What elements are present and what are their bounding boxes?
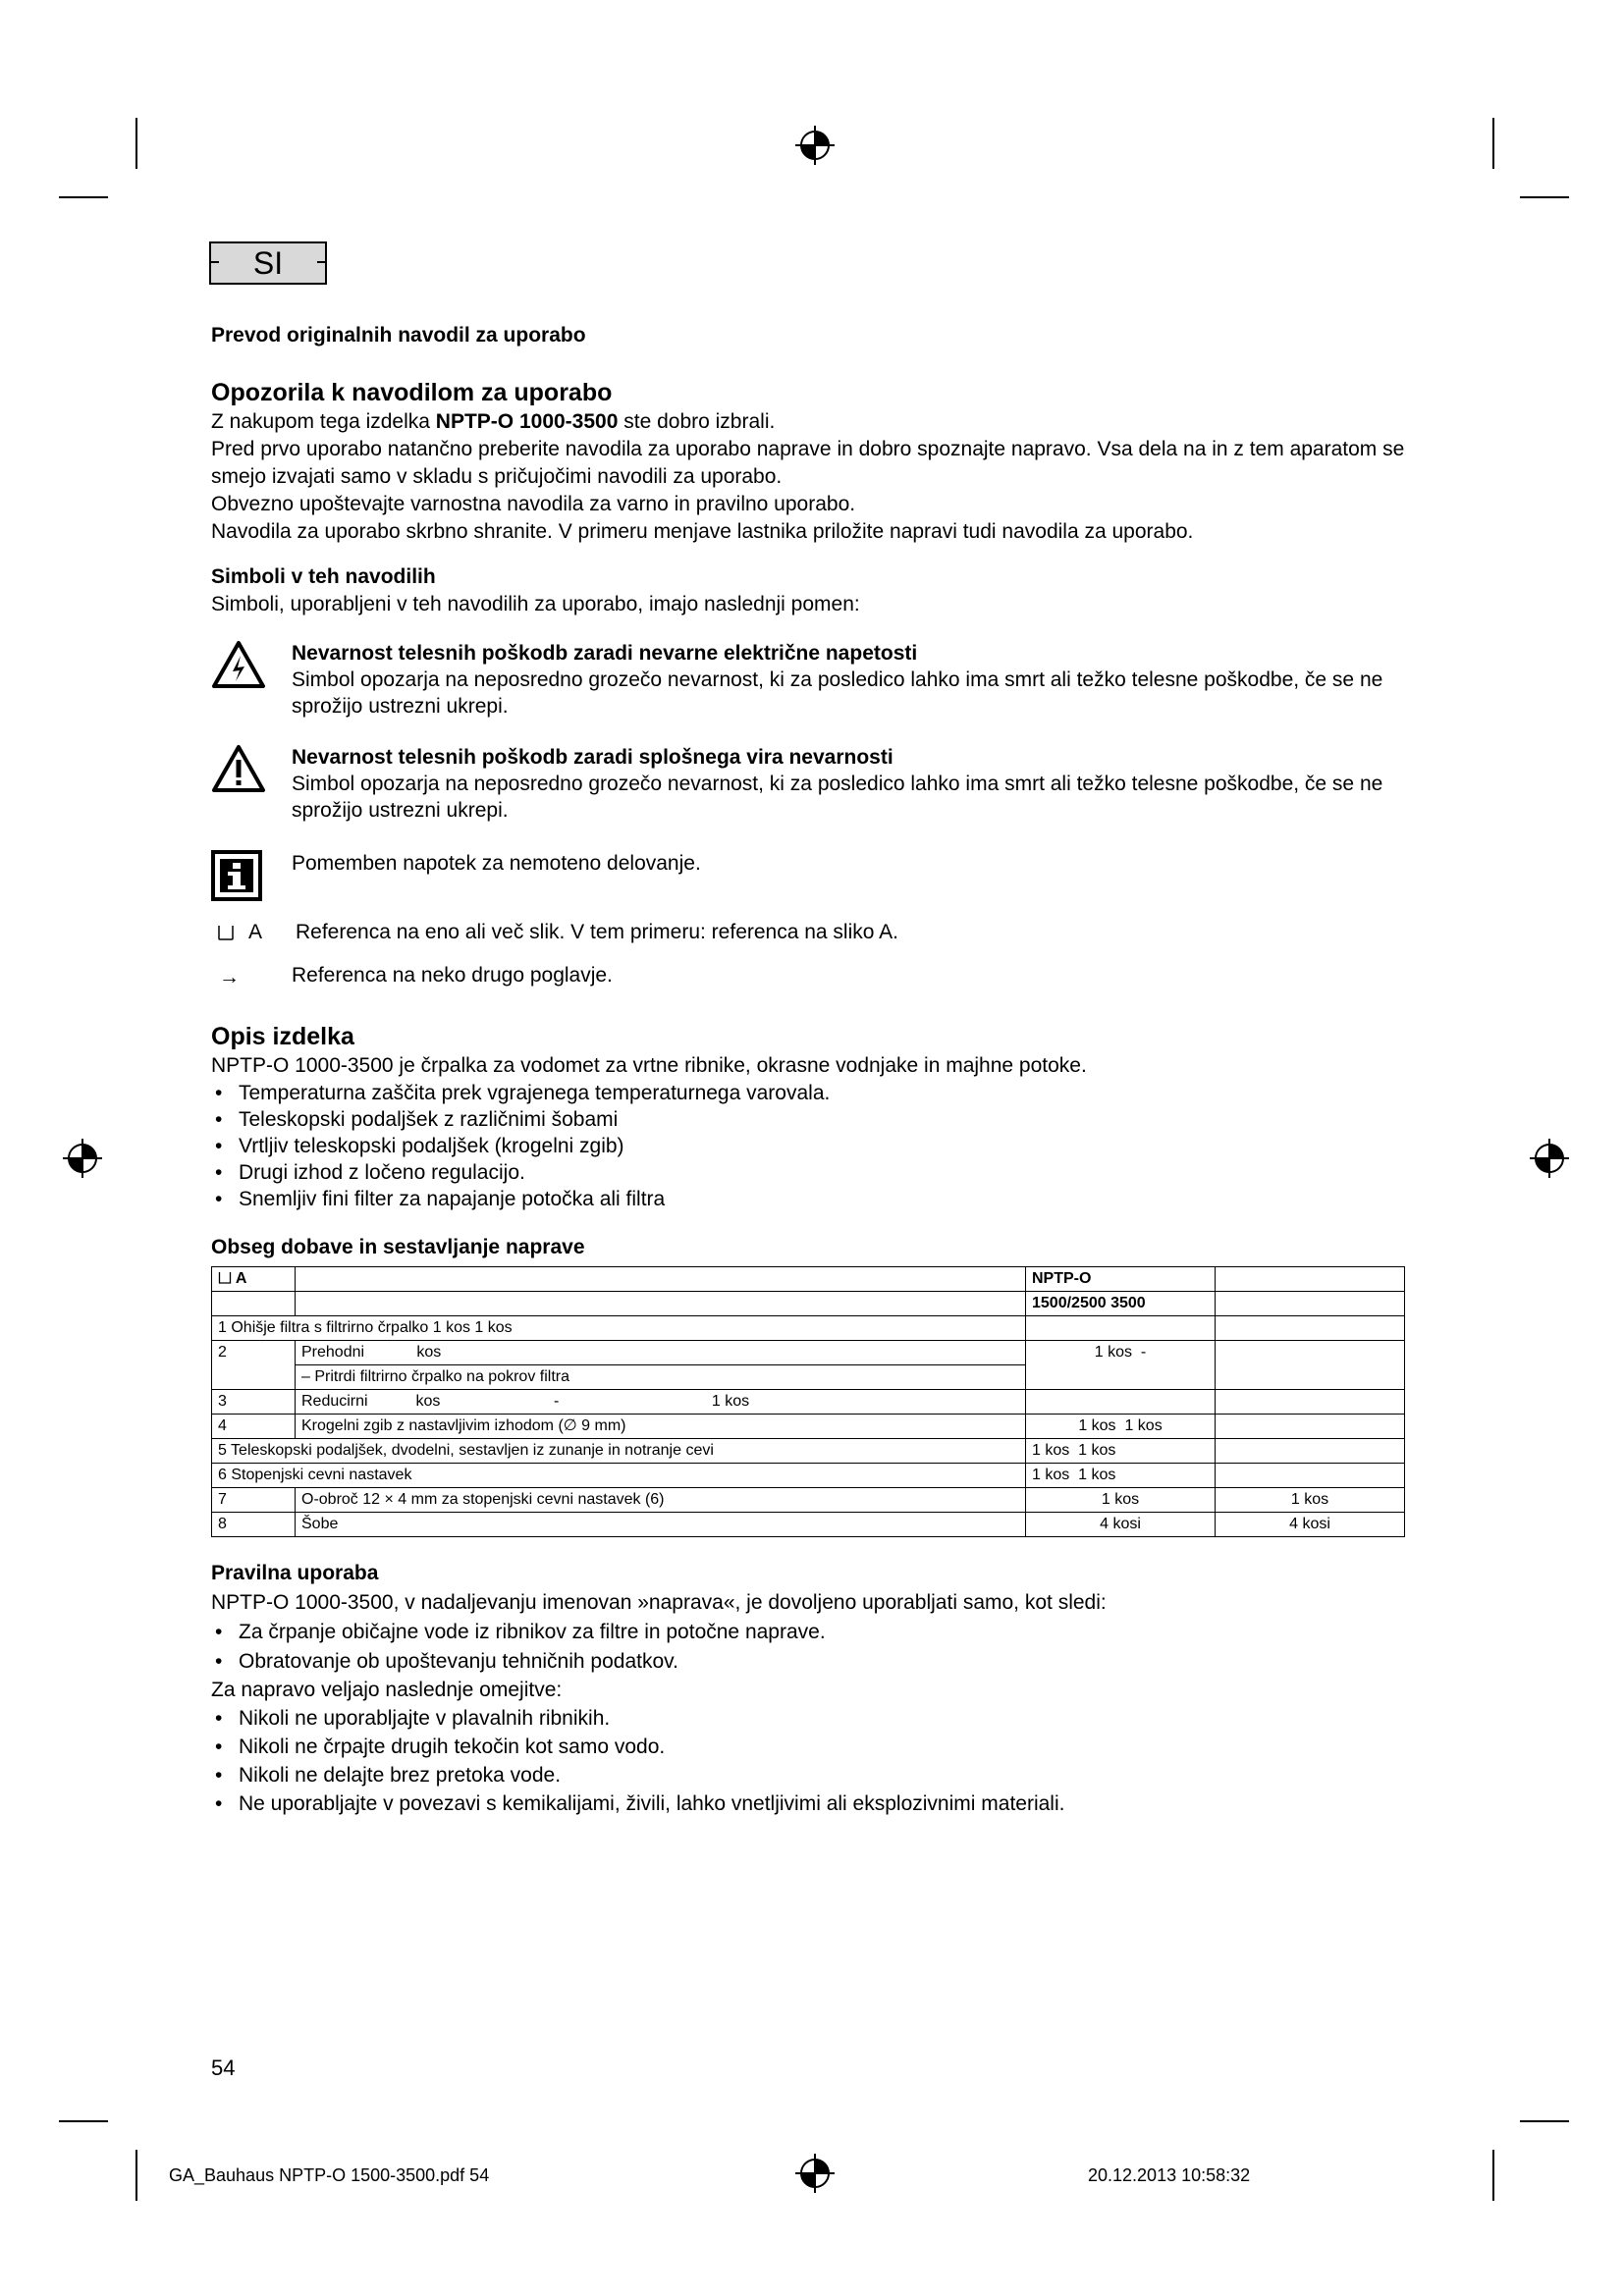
registration-mark-icon: [795, 126, 835, 165]
table-row: [212, 1341, 1405, 1365]
symbol-text: Referenca na eno ali več slik. V tem primeru: referenca na sliko A.: [296, 921, 898, 943]
symbol-text: Pomemben napotek za nemoteno delovanje.: [292, 852, 701, 875]
symbol-description: Simbol opozarja na neposredno grozečo nevarnost, ki za posledico lahko ima smrt ali težko telesne poškodbe, če se ne sprožijo ustrezni ukrepi.: [292, 668, 1383, 718]
list-item: • Obratovanje ob upoštevanju tehničnih podatkov.: [211, 1647, 1409, 1677]
table-cell: 3: [212, 1390, 296, 1415]
table-cell: 7: [212, 1488, 296, 1513]
table-cell: 1 Ohišje filtra s filtrirno črpalko 1 kos 1 kos: [212, 1316, 1026, 1341]
table-header-row: [212, 1292, 1405, 1316]
table-cell: Reducirni kos - 1 kos: [296, 1390, 1026, 1415]
list-item: • Teleskopski podaljšek z različnimi šobami: [211, 1106, 1409, 1133]
list-item: • Vrtljiv teleskopski podaljšek (krogelni zgib): [211, 1133, 1409, 1159]
list-item: • Snemljiv fini filter za napajanje potočka ali filtra: [211, 1186, 1409, 1212]
list-item: • Za črpanje običajne vode iz ribnikov za filtre in potočne naprave.: [211, 1618, 1409, 1647]
table-cell: Šobe: [296, 1513, 1026, 1537]
crop-mark: [59, 2120, 108, 2122]
table-cell: O-obroč 12 × 4 mm za stopenjski cevni nastavek (6): [296, 1488, 1026, 1513]
symbol-text: [292, 744, 1411, 824]
list-item: • Nikoli ne črpajte drugih tekočin kot samo vodo.: [211, 1733, 1409, 1761]
limits-intro: Za napravo veljajo naslednje omejitve:: [211, 1679, 563, 1701]
table-cell: 8: [212, 1513, 296, 1537]
warnings-paragraph: Pred prvo uporabo natančno preberite navodila za uporabo naprave in dobro spoznajte napravo. Vsa dela na in z tem aparatom se smejo izvajati samo v skladu s pričujočimi navodili za uporabo.: [211, 438, 1405, 488]
table-cell: 1 kos 1 kos: [1026, 1415, 1216, 1439]
footer-timestamp: 20.12.2013 10:58:32: [1088, 2165, 1251, 2185]
warnings-intro: [211, 408, 1409, 436]
table-row: [212, 1513, 1405, 1537]
crop-mark: [135, 2150, 137, 2201]
general-warning-icon: [211, 744, 266, 793]
crop-mark: [1492, 2150, 1494, 2201]
crop-mark: [1520, 196, 1569, 198]
list-item: • Drugi izhod z ločeno regulacijo.: [211, 1159, 1409, 1186]
table-cell: 2: [212, 1341, 296, 1390]
table-row: [212, 1488, 1405, 1513]
list-item: • Nikoli ne delajte brez pretoka vode.: [211, 1761, 1409, 1789]
footer-file: GA_Bauhaus NPTP-O 1500-3500.pdf 54: [169, 2165, 490, 2185]
table-cell: 1 kos: [1216, 1488, 1405, 1513]
table-cell: [1216, 1267, 1405, 1292]
table-cell: [1216, 1415, 1405, 1439]
crop-mark: [59, 196, 108, 198]
table-cell: [1026, 1316, 1216, 1341]
table-row: [212, 1415, 1405, 1439]
table-cell: [296, 1292, 1026, 1316]
description-intro: NPTP-O 1000-3500 je črpalka za vodomet za vrtne ribnike, okrasne vodnjake in majhne potoke.: [211, 1054, 1087, 1077]
table-cell: 1 kos 1 kos: [1026, 1439, 1216, 1464]
table-row: [212, 1316, 1405, 1341]
symbol-text: Referenca na neko drugo poglavje.: [292, 964, 613, 987]
table-cell: 5 Teleskopski podaljšek, dvodelni, sestavljen iz zunanje in notranje cevi: [212, 1439, 1026, 1464]
table-cell: [1216, 1390, 1405, 1415]
list-item: • Ne uporabljajte v povezavi s kemikalijami, živili, lahko vnetljivimi ali eksplozivnimi materiali.: [211, 1789, 1409, 1818]
arrow-right-icon: →: [219, 966, 240, 988]
table-cell: [1216, 1439, 1405, 1464]
use-list: [211, 1618, 1409, 1677]
crop-mark: [1520, 2120, 1569, 2122]
proper-use-intro: NPTP-O 1000-3500, v nadaljevanju imenovan »naprava«, je dovoljeno uporabljati samo, kot sledi:: [211, 1591, 1107, 1614]
table-cell: [1026, 1390, 1216, 1415]
document-title: Prevod originalnih navodil za uporabo: [211, 324, 586, 347]
table-cell: 6 Stopenjski cevni nastavek: [212, 1464, 1026, 1488]
table-cell: Prehodni kos: [296, 1341, 1026, 1365]
warnings-paragraph: Obvezno upoštevajte varnostna navodila za varno in pravilno uporabo.: [211, 493, 856, 515]
proper-use-heading: Pravilna uporaba: [211, 1562, 379, 1584]
table-cell: 1 kos: [1026, 1488, 1216, 1513]
table-header-model: NPTP-O: [1026, 1267, 1216, 1292]
info-icon: [211, 850, 262, 901]
description-heading: Opis izdelka: [211, 1023, 354, 1050]
table-cell: 4: [212, 1415, 296, 1439]
symbols-intro: Simboli, uporabljeni v teh navodilih za uporabo, imajo naslednji pomen:: [211, 593, 860, 615]
warnings-heading: Opozorila k navodilom za uporabo: [211, 379, 613, 406]
description-section: [211, 1021, 1409, 1212]
table-cell: 4 kosi: [1216, 1513, 1405, 1537]
table-header-row: [212, 1267, 1405, 1292]
feature-list: [211, 1080, 1409, 1212]
list-item: • Nikoli ne uporabljajte v plavalnih ribnikih.: [211, 1704, 1409, 1733]
proper-use-section: [211, 1559, 1409, 1818]
symbol-title: Nevarnost telesnih poškodb zaradi splošnega vira nevarnosti: [292, 746, 893, 769]
figure-reference-icon: [217, 924, 235, 941]
registration-mark-icon: [1530, 1139, 1569, 1178]
intro-prefix: Z nakupom tega izdelka: [211, 410, 436, 433]
table-cell: Krogelni zgib z nastavljivim izhodom (∅ 9 mm): [296, 1415, 1026, 1439]
warnings-paragraph: Navodila za uporabo skrbno shranite. V primeru menjave lastnika priložite napravi tudi navodila za uporabo.: [211, 520, 1194, 543]
figure-reference-label: A: [248, 921, 263, 943]
crop-mark: [135, 118, 137, 169]
table-cell: [1216, 1292, 1405, 1316]
limits-list: [211, 1704, 1409, 1818]
figure-reference-icon: [218, 1271, 232, 1285]
registration-mark-icon: [63, 1139, 102, 1178]
supply-heading: Obseg dobave in sestavljanje naprave: [211, 1236, 585, 1258]
table-header-sizes: 1500/2500 3500: [1026, 1292, 1216, 1316]
table-row: [212, 1439, 1405, 1464]
warnings-section: [211, 377, 1409, 546]
crop-mark: [1492, 118, 1494, 169]
symbol-title: Nevarnost telesnih poškodb zaradi nevarne električne napetosti: [292, 642, 918, 665]
table-cell: [1216, 1464, 1405, 1488]
table-cell: 4 kosi: [1026, 1513, 1216, 1537]
intro-suffix: ste dobro izbrali.: [618, 410, 776, 433]
symbol-description: Simbol opozarja na neposredno grozečo nevarnost, ki za posledico lahko ima smrt ali težko telesne poškodbe, če se ne sprožijo ustrezni ukrepi.: [292, 773, 1383, 822]
table-cell: [1216, 1316, 1405, 1341]
symbols-heading: Simboli v teh navodilih: [211, 565, 436, 588]
list-item: • Temperaturna zaščita prek vgrajenega temperaturnega varovala.: [211, 1080, 1409, 1106]
supply-table: [211, 1266, 1405, 1537]
table-cell: [212, 1292, 296, 1316]
registration-mark-icon: [795, 2154, 835, 2193]
table-row: [212, 1390, 1405, 1415]
table-cell: [1216, 1341, 1405, 1390]
intro-product: NPTP-O 1000-3500: [435, 410, 619, 433]
electric-warning-icon: [211, 640, 266, 689]
table-cell: – Pritrdi filtrirno črpalko na pokrov filtra: [296, 1365, 1026, 1390]
table-header-ref: A: [235, 1270, 247, 1287]
language-tag: [209, 241, 327, 285]
language-tag-label: SI: [252, 245, 284, 281]
page-number: 54: [211, 2056, 236, 2080]
symbol-text: [292, 640, 1411, 720]
table-cell: [296, 1267, 1026, 1292]
table-cell: 1 kos -: [1026, 1341, 1216, 1390]
symbols-section: [211, 563, 1409, 618]
table-cell: [212, 1267, 296, 1292]
table-cell: 1 kos 1 kos: [1026, 1464, 1216, 1488]
table-row: [212, 1464, 1405, 1488]
